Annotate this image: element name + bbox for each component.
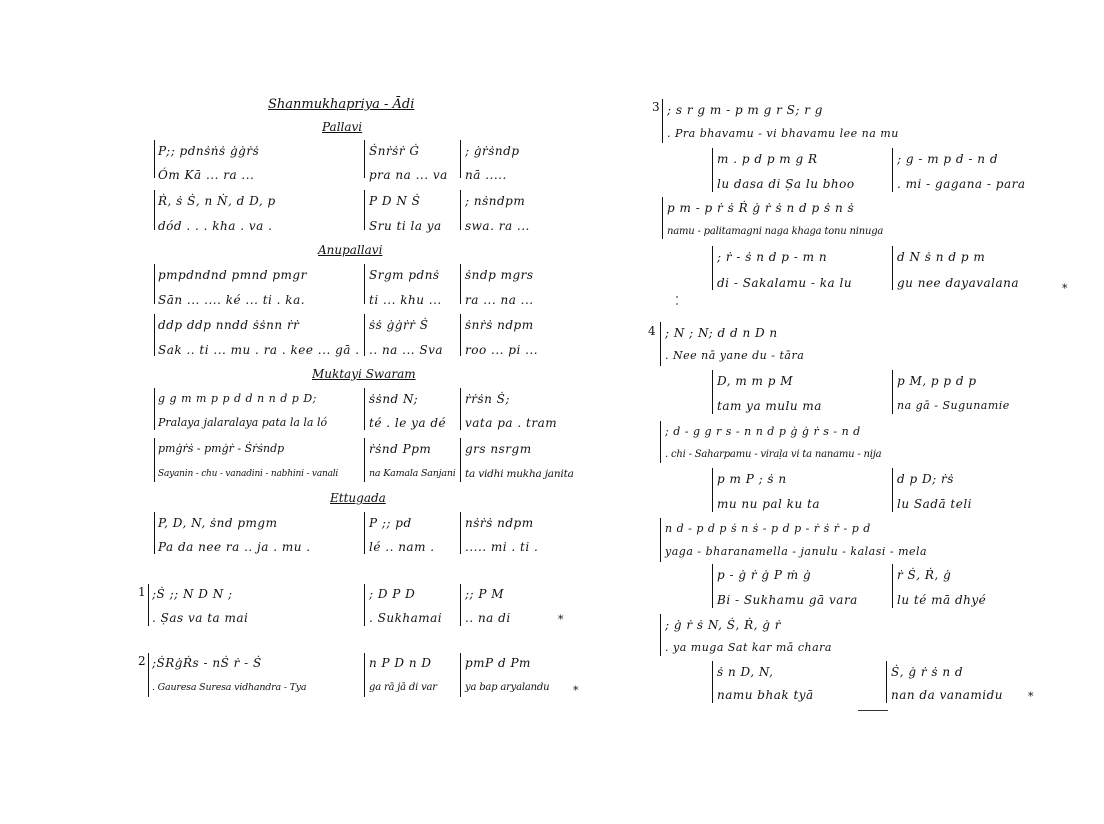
swara-line: Ṡnṙṡṙ Ġ bbox=[369, 144, 420, 158]
sahitya-line: . Gauresa Suresa vidhandra - Tya bbox=[152, 682, 307, 693]
bar-line bbox=[154, 314, 155, 356]
sahitya-line: gu nee dayavalana bbox=[897, 276, 1020, 290]
song-title: Shanmukhapriya - Ādi bbox=[268, 97, 415, 112]
bar-line bbox=[364, 438, 365, 482]
sahitya-line: ya bap aryalandu bbox=[465, 682, 550, 693]
swara-line: ṡṡnd N; bbox=[369, 392, 419, 406]
sahitya-line: . Pra bhavamu - vi bhavamu lee na mu bbox=[667, 127, 899, 140]
swara-line: ;ṠRġṘs - nṠ ṙ - Ṡ bbox=[152, 656, 262, 670]
bar-line bbox=[460, 438, 461, 482]
bar-line bbox=[148, 653, 149, 697]
section-heading-muktayi-swaram: Muktayi Swaram bbox=[312, 367, 416, 381]
swara-line: d N ṡ n d p m bbox=[897, 250, 986, 264]
swara-line: ; D P D bbox=[369, 587, 416, 601]
swara-line: P D N Ṡ bbox=[369, 194, 421, 208]
sahitya-line: .. na ... Sva bbox=[369, 343, 444, 357]
bar-line bbox=[154, 512, 155, 554]
bar-line bbox=[364, 584, 365, 626]
swara-line: ; N ; N; d d n D n bbox=[665, 326, 778, 340]
swara-line: ; ġṙṡndp bbox=[465, 144, 520, 158]
bar-line bbox=[364, 140, 365, 178]
sahitya-line: ..... mi . ti . bbox=[465, 540, 539, 554]
bar-line bbox=[460, 388, 461, 430]
sahitya-line: Sān ... .... ké ... ti . ka. bbox=[158, 293, 306, 307]
swara-line: ; g - m p d - n d bbox=[897, 152, 999, 166]
sahitya-line: roo ... pi ... bbox=[465, 343, 539, 357]
bar-line bbox=[364, 653, 365, 697]
swara-line: P, D, N, ṡnd pmgm bbox=[158, 516, 278, 530]
swara-line: ddp ddp nndd ṡṡnn ṙṙ bbox=[158, 318, 300, 332]
sahitya-line: lé .. nam . bbox=[369, 540, 435, 554]
bar-line bbox=[892, 468, 893, 512]
charanam-number: 2 bbox=[138, 654, 146, 668]
sahitya-line: .. na di bbox=[465, 611, 511, 625]
bar-line bbox=[460, 264, 461, 304]
bar-line bbox=[364, 512, 365, 554]
bar-line bbox=[712, 370, 713, 414]
bar-line bbox=[892, 564, 893, 608]
sahitya-line: Bi - Sukhamu gā vara bbox=[717, 593, 858, 607]
end-star-mark: * bbox=[558, 613, 564, 626]
swara-line: ṙṡnd Ppm bbox=[369, 442, 432, 456]
sahitya-line: nā ..... bbox=[465, 168, 507, 182]
sahitya-line: ti ... khu ... bbox=[369, 293, 442, 307]
sahitya-line: mu nu pal ku ta bbox=[717, 497, 820, 511]
bar-line bbox=[154, 190, 155, 230]
bar-line bbox=[662, 197, 663, 239]
bar-line bbox=[154, 264, 155, 304]
swara-line: Ṡ, ġ ṙ ṡ n d bbox=[891, 665, 964, 679]
sahitya-line: pra na ... va bbox=[369, 168, 448, 182]
sahitya-line: . Nee nā yane du - tāra bbox=[665, 349, 805, 362]
swara-line: pmP d Pm bbox=[465, 656, 531, 670]
swara-line: nṡṙṡ ndpm bbox=[465, 516, 534, 530]
swara-line: ; ġ ṙ ṡ N, Ṡ, Ṙ, ġ ṙ bbox=[665, 618, 781, 632]
section-heading-pallavi: Pallavi bbox=[322, 120, 363, 134]
bar-line bbox=[364, 314, 365, 356]
swara-line: ṡndp mgrs bbox=[465, 268, 534, 282]
sahitya-line: . ya muga Sat kar mā chara bbox=[665, 641, 832, 654]
swara-line: d p D; ṙṡ bbox=[897, 472, 954, 486]
charanam-number: 3 bbox=[652, 100, 660, 114]
swara-line: pmpdndnd pmnd pmgr bbox=[158, 268, 307, 282]
bar-line bbox=[364, 190, 365, 230]
sahitya-line: ta vidhi mukha janita bbox=[465, 468, 574, 480]
sahitya-line: Pralaya jalaralaya pata la la ló bbox=[158, 416, 328, 429]
charanam-number: 1 bbox=[138, 585, 146, 599]
stray-dot bbox=[676, 303, 678, 305]
sahitya-line: na Kamala Sanjani bbox=[369, 468, 456, 479]
bar-line bbox=[886, 661, 887, 703]
swara-line: ; ṙ - ṡ n d p - m n bbox=[717, 250, 828, 264]
end-star-mark: * bbox=[1028, 690, 1034, 703]
bar-line bbox=[892, 246, 893, 290]
swara-line: grs nsrgm bbox=[465, 442, 532, 456]
bar-line bbox=[154, 438, 155, 482]
bar-line bbox=[892, 148, 893, 192]
bar-line bbox=[660, 421, 661, 463]
bar-line bbox=[460, 314, 461, 356]
sahitya-line: lu té mā dhyé bbox=[897, 593, 987, 607]
swara-line: ; d - g g r s - n n d p ġ ġ ṙ s - n d bbox=[665, 425, 861, 438]
stray-dot bbox=[676, 296, 678, 298]
bar-line bbox=[712, 564, 713, 608]
sahitya-line: . Sukhamai bbox=[369, 611, 443, 625]
bar-line bbox=[148, 584, 149, 626]
swara-line: ṙ Ṡ, Ṙ, ġ bbox=[897, 568, 952, 582]
charanam-number: 4 bbox=[648, 324, 656, 338]
sahitya-line: na gā - Sugunamie bbox=[897, 399, 1010, 412]
sahitya-line: yaga - bharanamella - janulu - kalasi - mela bbox=[665, 545, 928, 558]
swara-line: n d - p d p ṡ n ṡ - p d p - ṙ ṡ ṙ - p d bbox=[665, 522, 871, 535]
swara-line: g g m m p p d d n n d p D; bbox=[158, 392, 317, 405]
sahitya-line: Sayanin - chu - vanadini - nabhini - vanali bbox=[158, 469, 339, 479]
sahitya-line: namu bhak tyā bbox=[717, 688, 814, 702]
swara-line: D, m m p M bbox=[717, 374, 793, 388]
sahitya-line: vata pa . tram bbox=[465, 416, 558, 430]
bar-line bbox=[712, 148, 713, 192]
bar-line bbox=[712, 468, 713, 512]
swara-line: P;; pdnṡṅṡ ġġṙṡ bbox=[158, 144, 260, 158]
end-star-mark: * bbox=[1062, 282, 1068, 295]
sahitya-line: swa. ra ... bbox=[465, 219, 530, 233]
sahitya-line: té . le ya dé bbox=[369, 416, 447, 430]
bar-line bbox=[154, 388, 155, 430]
swara-line: p m - p ṙ ṡ Ṙ ġ ṙ ṡ n d p ṡ n ṡ bbox=[667, 201, 855, 215]
swara-line: ṡ n D, N, bbox=[717, 665, 774, 679]
sahitya-line: nan da vanamidu bbox=[891, 688, 1004, 702]
sahitya-line: di - Sakalamu - ka lu bbox=[717, 276, 853, 290]
bar-line bbox=[364, 264, 365, 304]
sahitya-line: lu dasa di Ṣa lu bhoo bbox=[717, 177, 855, 191]
bar-line bbox=[660, 518, 661, 562]
swara-line: ; nṡndpm bbox=[465, 194, 526, 208]
sahitya-line: ra ... na ... bbox=[465, 293, 534, 307]
swara-line: P ;; pd bbox=[369, 516, 412, 530]
swara-line: n P D n D bbox=[369, 656, 432, 670]
swara-line: ṙṙṡn Ṡ; bbox=[465, 392, 510, 406]
sahitya-line: Pa da nee ra .. ja . mu . bbox=[158, 540, 311, 554]
swara-line: ;Ṡ ;; N D N ; bbox=[152, 587, 233, 601]
bar-line bbox=[712, 246, 713, 290]
sahitya-line: . mi - gagana - para bbox=[897, 177, 1026, 191]
sahitya-line: Sak .. ti ... mu . ra . kee ... gā . bbox=[158, 343, 360, 357]
bar-line bbox=[460, 512, 461, 554]
swara-line: p M, p p d p bbox=[897, 374, 977, 388]
end-star-mark: * bbox=[573, 684, 579, 697]
sahitya-line: dód . . . kha . va . bbox=[158, 219, 273, 233]
bar-line bbox=[892, 370, 893, 414]
sahitya-line: Sru ti la ya bbox=[369, 219, 442, 233]
bar-line bbox=[460, 584, 461, 626]
swara-line: Ṙ, ṡ Ṡ, n Ṅ, d D, p bbox=[158, 194, 276, 208]
bar-line bbox=[660, 614, 661, 656]
sahitya-line: . chi - Saharpamu - viraḷa vi ta nanamu - nija bbox=[665, 449, 882, 460]
swara-line: p m P ; ṡ n bbox=[717, 472, 787, 486]
bar-line bbox=[662, 99, 663, 143]
sahitya-line: ga rā jā di var bbox=[369, 682, 437, 693]
bar-line bbox=[460, 190, 461, 230]
section-heading-ettugada: Ettugada bbox=[330, 491, 386, 505]
end-rule bbox=[858, 710, 888, 711]
sahitya-line: namu - palitamagni naga khaga tonu ninuga bbox=[667, 226, 884, 237]
bar-line bbox=[660, 322, 661, 366]
section-heading-anupallavi: Anupallavi bbox=[318, 243, 383, 257]
swara-line: ;; P M bbox=[465, 587, 505, 601]
swara-line: ṡnṙṡ ndpm bbox=[465, 318, 534, 332]
bar-line bbox=[460, 140, 461, 178]
bar-line bbox=[460, 653, 461, 697]
bar-line bbox=[364, 388, 365, 430]
sahitya-line: . Ṣas va ta mai bbox=[152, 611, 249, 625]
bar-line bbox=[712, 661, 713, 703]
swara-line: m . p d p m g R bbox=[717, 152, 818, 166]
sahitya-line: lu Sadā teli bbox=[897, 497, 973, 511]
sahitya-line: Óm Kā ... ra ... bbox=[158, 168, 255, 182]
swara-line: Srgm pdnṡ bbox=[369, 268, 440, 282]
swara-line: ; s r g m - p m g r S; r g bbox=[667, 103, 823, 117]
swara-line: ṡṡ ġġṙṙ Ṡ bbox=[369, 318, 429, 332]
swara-line: p - ġ ṙ ġ P ṁ ġ bbox=[717, 568, 812, 582]
bar-line bbox=[154, 140, 155, 178]
sahitya-line: tam ya mulu ma bbox=[717, 399, 822, 413]
swara-line: pmġṙṡ - pmġṙ - Ṡṙṡndp bbox=[158, 442, 285, 455]
